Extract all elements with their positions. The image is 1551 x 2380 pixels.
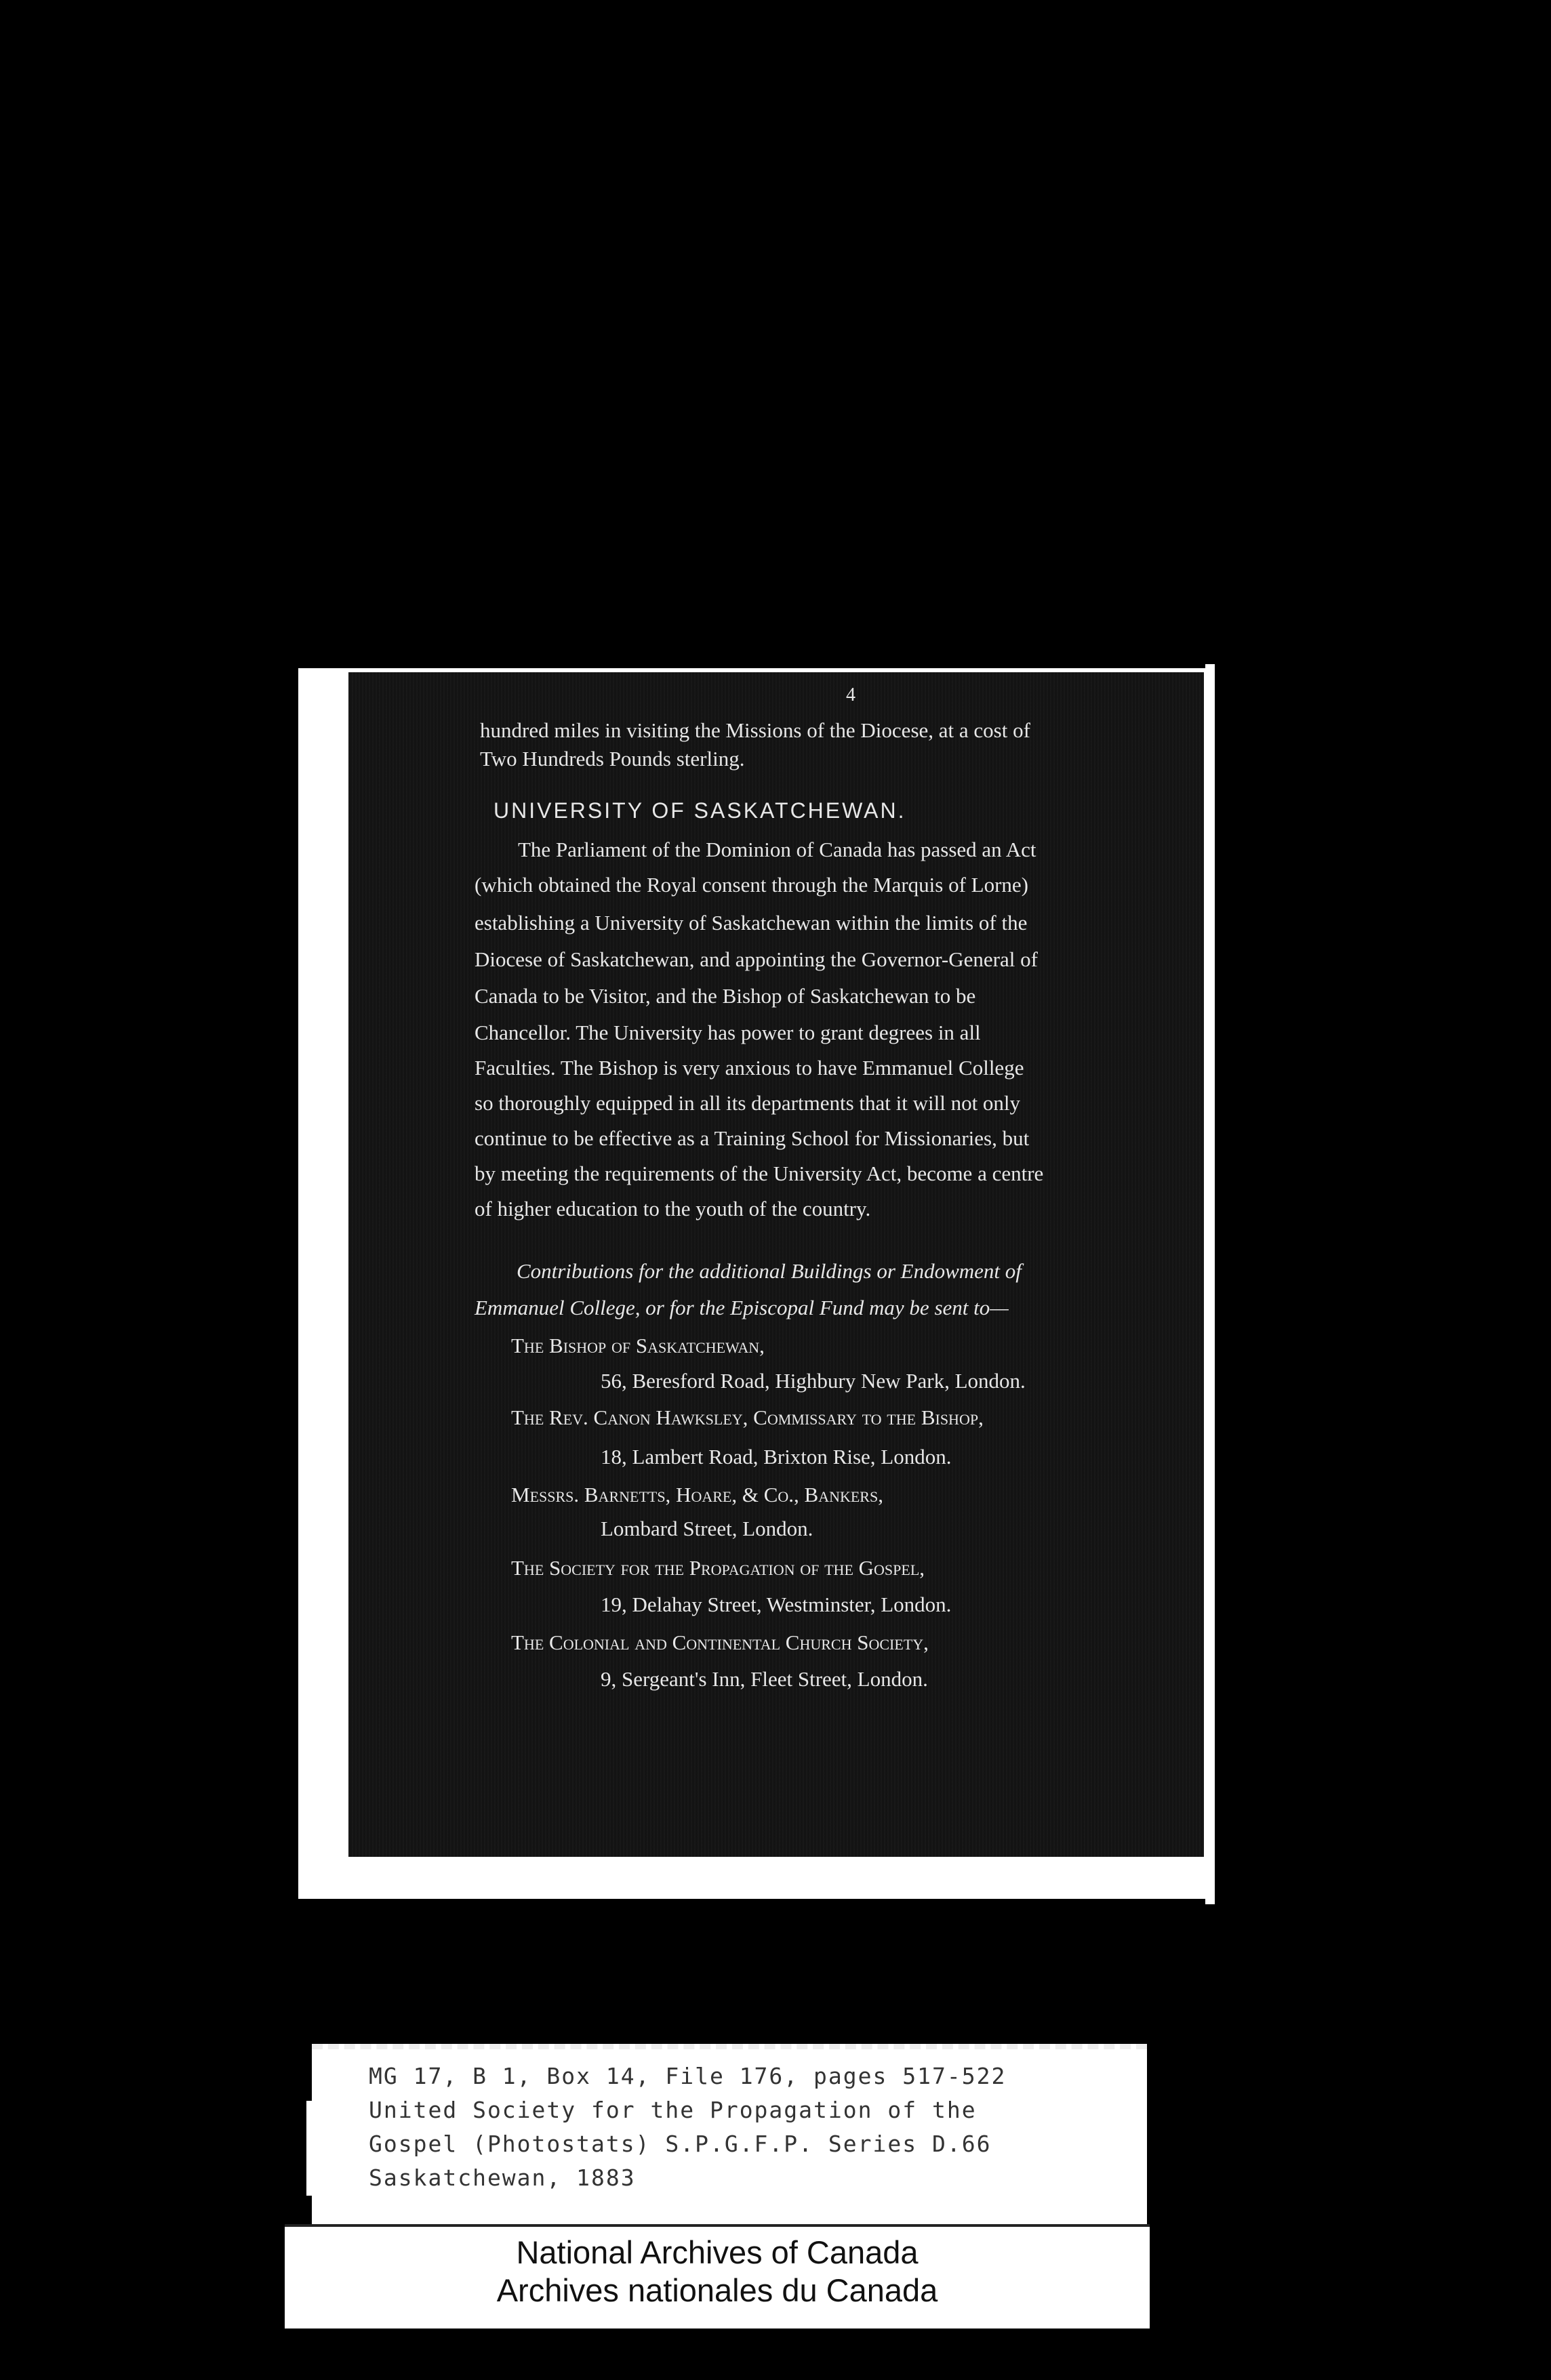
paragraph-line: Diocese of Saskatchewan, and appointing the Governor-General of (475, 947, 1038, 971)
address-name: The Bishop of Saskatchewan, (511, 1334, 765, 1357)
address-name: The Rev. Canon Hawksley, Commissary to the Bishop, (511, 1406, 984, 1429)
paragraph-line: of higher education to the youth of the country. (475, 1197, 871, 1220)
address-line: 18, Lambert Road, Brixton Rise, London. (601, 1445, 952, 1469)
paragraph-line: The Parliament of the Dominion of Canada has passed an Act (518, 838, 1036, 861)
scan-mark (306, 2101, 312, 2196)
address-line: 56, Beresford Road, Highbury New Park, London. (601, 1369, 1026, 1393)
address-line: 9, Sergeant's Inn, Fleet Street, London. (601, 1667, 928, 1691)
address-line: Lombard Street, London. (601, 1517, 813, 1540)
contributions-line: Emmanuel College, or for the Episcopal Fund may be sent to— (475, 1296, 1009, 1319)
paragraph-line: Canada to be Visitor, and the Bishop of Saskatchewan to be (475, 984, 976, 1008)
paragraph-line: establishing a University of Saskatchewan within the limits of the (475, 911, 1028, 935)
document-page-text (348, 672, 1204, 1857)
paragraph-line: continue to be effective as a Training School for Missionaries, but (475, 1126, 1030, 1150)
archives-name-english: National Archives of Canada (516, 2234, 919, 2270)
page-number: 4 (846, 684, 855, 705)
paragraph-line: (which obtained the Royal consent through the Marquis of Lorne) (475, 873, 1028, 897)
reference-line: MG 17, B 1, Box 14, File 176, pages 517-522 (369, 2063, 1007, 2089)
photostat-frame (298, 668, 1207, 1899)
archives-label (285, 2224, 1150, 2328)
paragraph-line: by meeting the requirements of the University Act, become a centre (475, 1162, 1044, 1185)
contributions-line: Contributions for the additional Buildings or Endowment of (517, 1259, 1022, 1283)
reference-label-card (312, 2044, 1147, 2225)
reference-line: United Society for the Propagation of the (369, 2097, 977, 2123)
reference-line: Gospel (Photostats) S.P.G.F.P. Series D.66 (369, 2131, 992, 2157)
address-name: Messrs. Barnetts, Hoare, & Co., Bankers, (511, 1483, 883, 1506)
paragraph-line: Faculties. The Bishop is very anxious to have Emmanuel College (475, 1056, 1024, 1080)
address-name: The Society for the Propagation of the Gospel, (511, 1556, 925, 1580)
photostat-page (348, 672, 1204, 1857)
archives-name-french: Archives nationales du Canada (496, 2272, 938, 2308)
photostat-edge (1205, 664, 1215, 1904)
paragraph-line: so thoroughly equipped in all its departments that it will not only (475, 1091, 1021, 1115)
scan-mark (1156, 668, 1189, 672)
intro-line: hundred miles in visiting the Missions of the Diocese, at a cost of (480, 718, 1030, 742)
address-name: The Colonial and Continental Church Society, (511, 1630, 929, 1654)
reference-line: Saskatchewan, 1883 (369, 2164, 636, 2191)
paragraph-line: Chancellor. The University has power to grant degrees in all (475, 1021, 981, 1044)
intro-line: Two Hundreds Pounds sterling. (480, 747, 745, 771)
section-heading: UNIVERSITY OF SASKATCHEWAN. (494, 798, 906, 823)
address-line: 19, Delahay Street, Westminster, London. (601, 1593, 952, 1616)
